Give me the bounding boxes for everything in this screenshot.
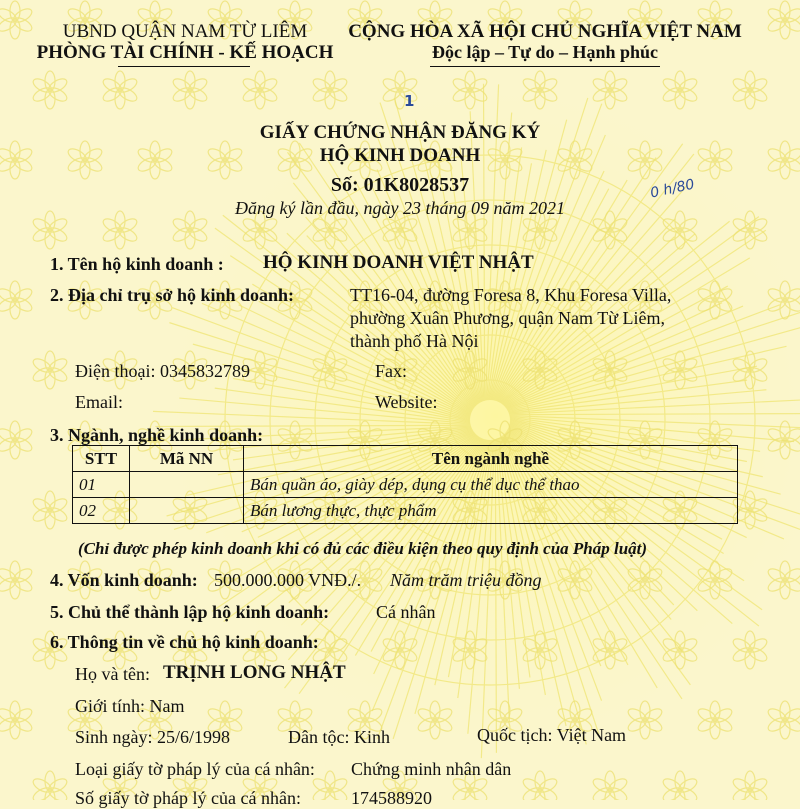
row-business-line: Bán quần áo, giày dép, dụng cụ thể dục thể thao (244, 472, 738, 498)
owner-dob: Sinh ngày: 25/6/1998 (75, 727, 231, 747)
issuer-authority: UBND QUẬN NAM TỪ LIÊM (62, 21, 308, 42)
legal-condition-note: (Chỉ được phép kinh doanh khi có đủ các điều kiện theo quy định của Pháp luật) (78, 539, 648, 558)
column-header-code: Mã NN (130, 446, 244, 472)
business-name-value: HỘ KINH DOANH VIỆT NHẬT (263, 252, 534, 273)
row-stt: 02 (73, 498, 130, 524)
address-label: 2. Địa chỉ trụ sở hộ kinh doanh: (50, 285, 295, 305)
owner-id-type-label: Loại giấy tờ pháp lý của cá nhân: (75, 759, 315, 779)
certificate-number: Số: 01K8028537 (330, 174, 470, 196)
certificate-title: GIẤY CHỨNG NHẬN ĐĂNG KÝ (259, 122, 541, 143)
motto-underline (430, 66, 660, 67)
issuer-department: PHÒNG TÀI CHÍNH - KẾ HOẠCH (36, 42, 334, 63)
handwritten-page-mark: 1 (404, 92, 415, 110)
owner-name-value: TRỊNH LONG NHẬT (163, 662, 346, 683)
column-header-name: Tên ngành nghề (244, 446, 738, 472)
address-line-3: thành phố Hà Nội (350, 331, 479, 351)
capital-in-words: Năm trăm triệu đồng (390, 570, 542, 590)
owner-name-label: Họ và tên: (75, 664, 150, 684)
business-lines-table (72, 445, 738, 524)
national-title: CỘNG HÒA XÃ HỘI CHỦ NGHĨA VIỆT NAM (348, 21, 742, 42)
owner-id-number-value: 174588920 (351, 788, 432, 808)
email-field: Email: (75, 392, 123, 412)
certificate-subtitle: HỘ KINH DOANH (319, 145, 481, 166)
address-line-1: TT16-04, đường Foresa 8, Khu Foresa Villa, (350, 285, 672, 305)
website-field: Website: (375, 392, 438, 412)
capital-value: 500.000.000 VNĐ./. (214, 570, 362, 590)
national-motto: Độc lập – Tự do – Hạnh phúc (431, 42, 659, 62)
table-header-row (73, 446, 738, 472)
table-row (73, 498, 738, 524)
owner-info-label: 6. Thông tin về chủ hộ kinh doanh: (50, 632, 319, 652)
handwritten-margin-note: 0 h/80 (648, 176, 696, 202)
owner-ethnicity: Dân tộc: Kinh (288, 727, 390, 747)
address-line-2: phường Xuân Phương, quận Nam Từ Liêm, (350, 308, 665, 328)
business-lines-label: 3. Ngành, nghề kinh doanh: (50, 425, 264, 445)
table-row (73, 472, 738, 498)
row-stt: 01 (73, 472, 130, 498)
founder-type-label: 5. Chủ thể thành lập hộ kinh doanh: (50, 602, 330, 622)
fax-field: Fax: (375, 361, 408, 381)
business-name-label: 1. Tên hộ kinh doanh : (50, 254, 224, 274)
owner-id-number-label: Số giấy tờ pháp lý của cá nhân: (75, 788, 301, 808)
row-business-line: Bán lương thực, thực phẩm (244, 498, 738, 524)
owner-gender: Giới tính: Nam (75, 696, 185, 716)
owner-nationality: Quốc tịch: Việt Nam (477, 725, 627, 745)
founder-type-value: Cá nhân (376, 602, 436, 622)
row-code (130, 472, 244, 498)
registration-date: Đăng ký lần đầu, ngày 23 tháng 09 năm 2021 (235, 198, 565, 218)
column-header-stt: STT (73, 446, 130, 472)
capital-label: 4. Vốn kinh doanh: (50, 570, 198, 590)
phone-field: Điện thoại: 0345832789 (75, 361, 250, 381)
owner-id-type-value: Chứng minh nhân dân (351, 759, 512, 779)
issuer-underline (118, 66, 250, 67)
row-code (130, 498, 244, 524)
